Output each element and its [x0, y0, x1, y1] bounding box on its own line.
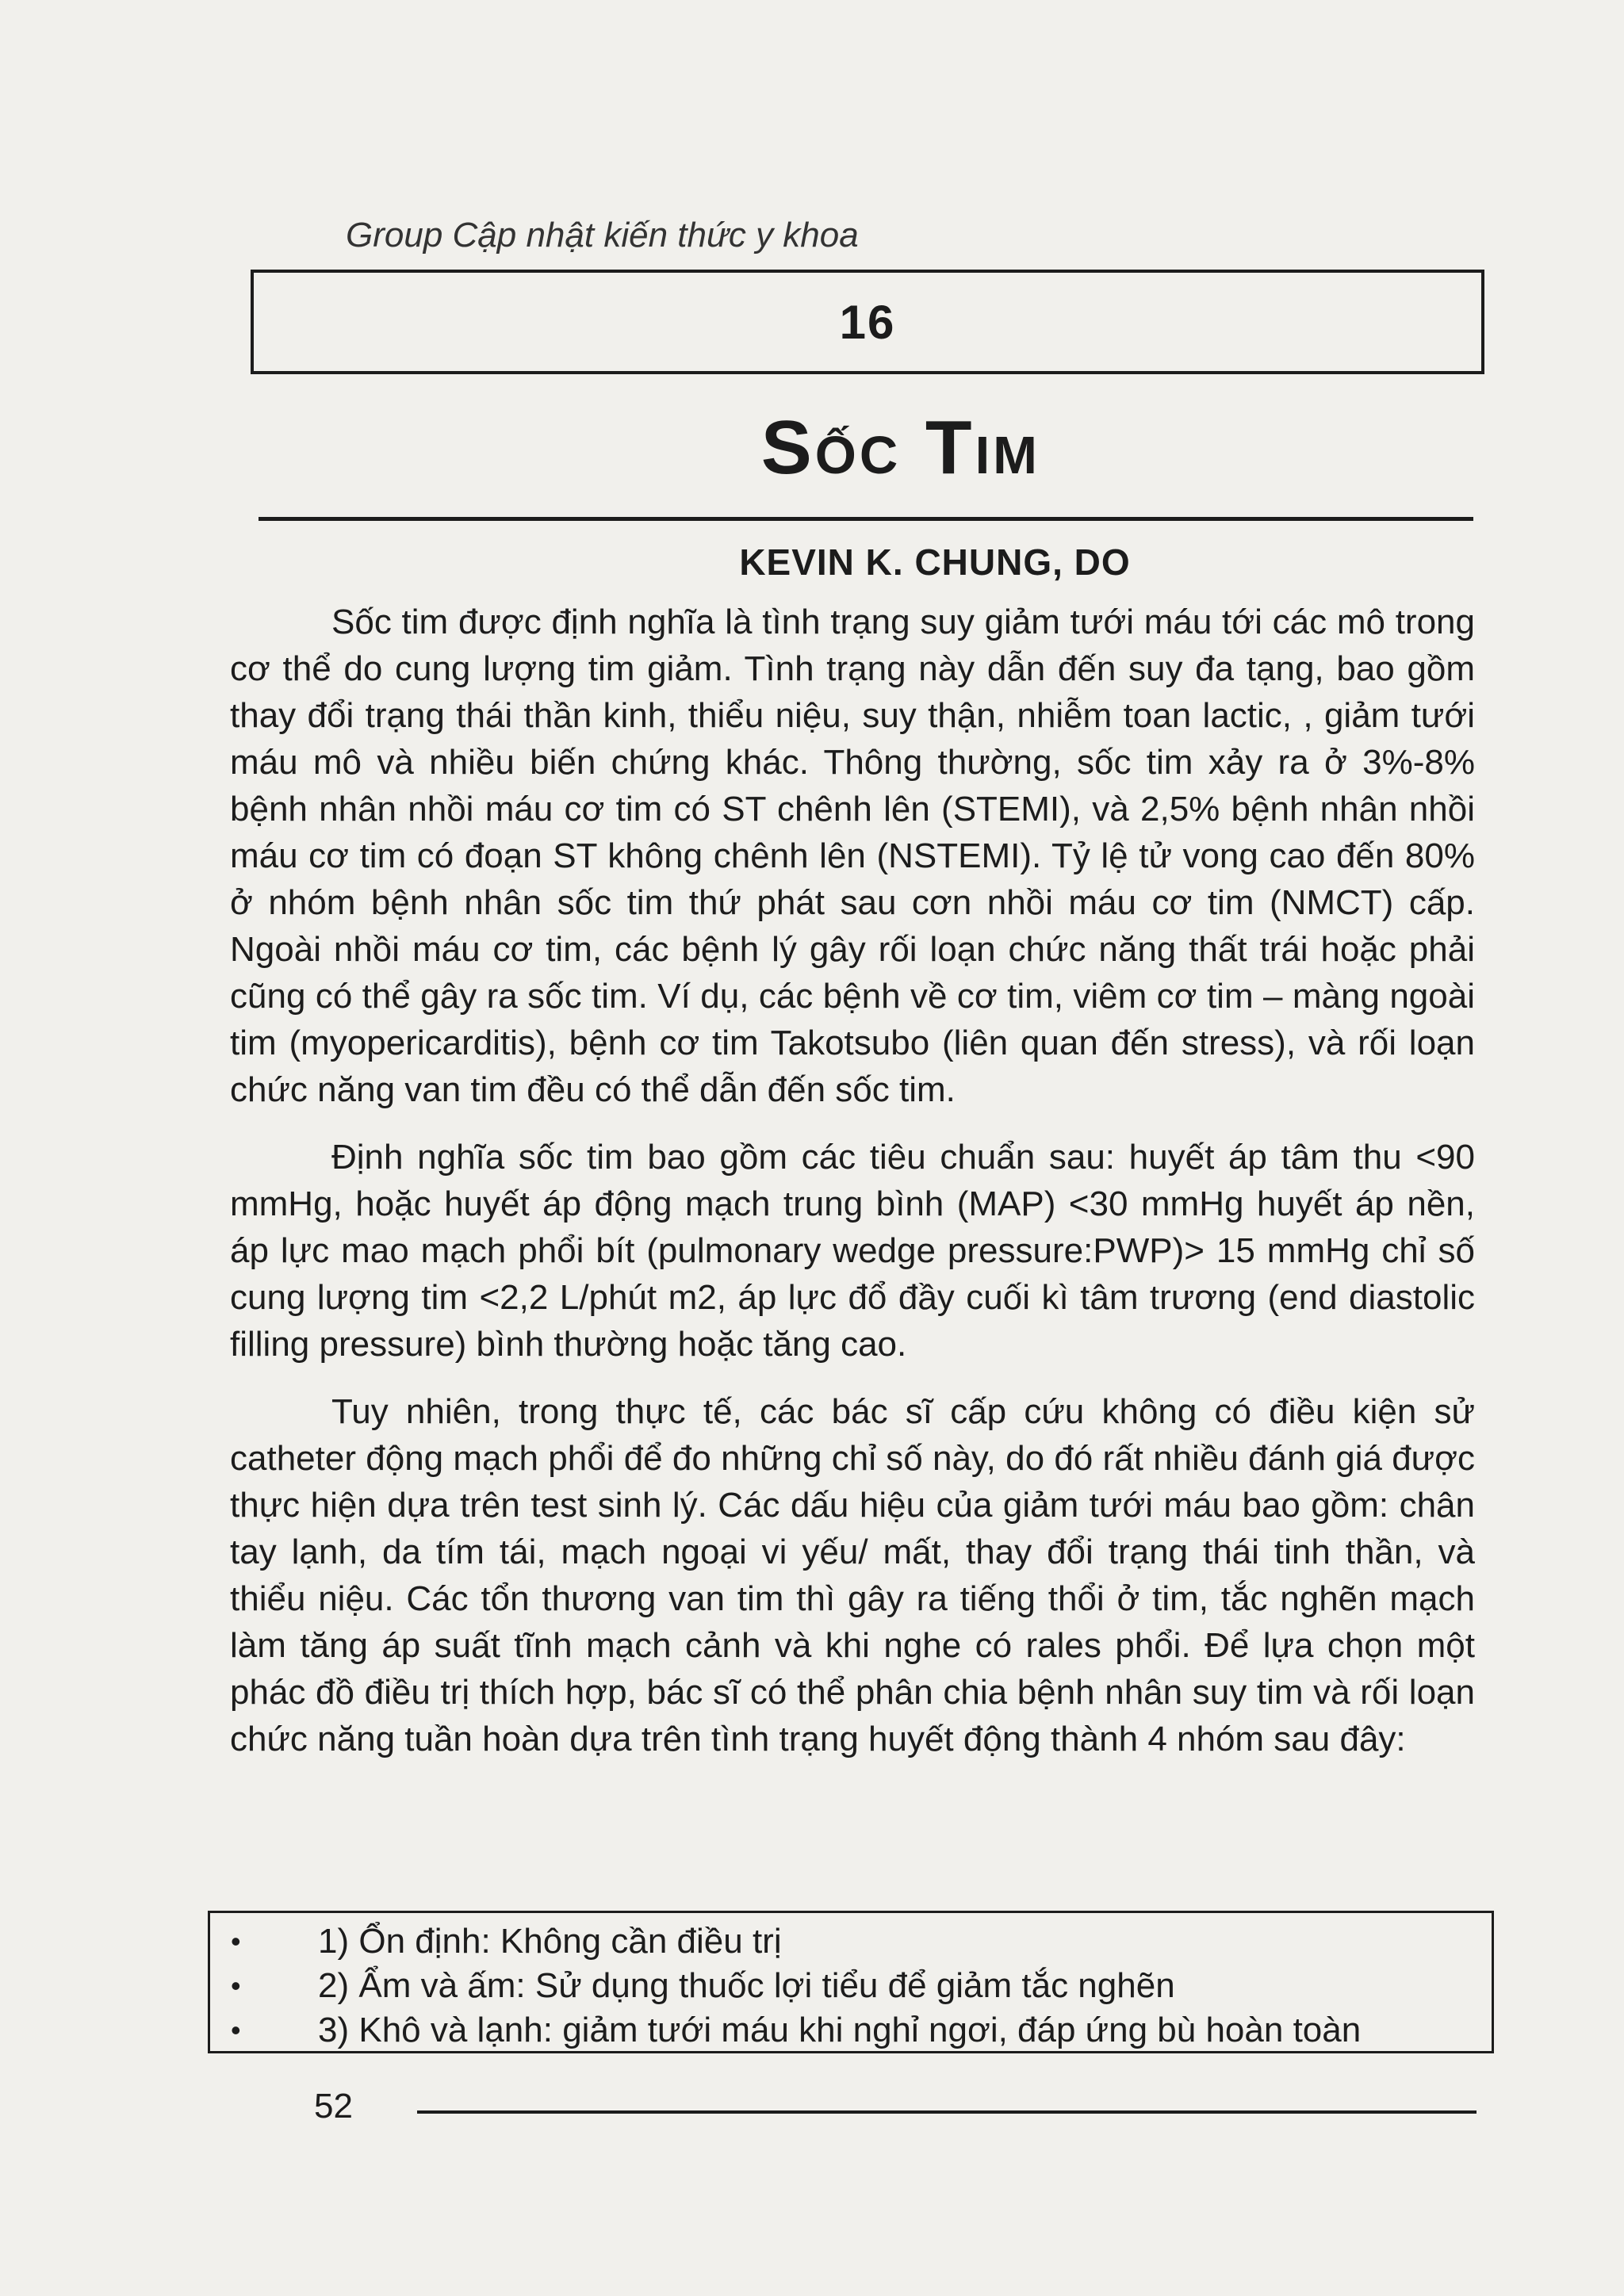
paragraph: Định nghĩa sốc tim bao gồm các tiêu chuẩn sau: huyết áp tâm thu <90 mmHg, hoặc huyết áp động mạch trung bình (MAP) <30 mmHg huyết áp nền, áp lực mao mạch phổi bít (pulmonary wedge pressure:PWP)> 15 mmHg chỉ số cung lượng tim <2,2 L/phút m2, áp lực đổ đầy cuối kì tâm trương (end diastolic filling pressure) bình thường hoặc tăng cao.	[230, 1138, 1475, 1364]
list-item	[231, 1919, 1492, 1964]
list-item	[231, 1964, 1492, 2008]
list-item-text: 1) Ổn định: Không cần điều trị	[318, 1922, 782, 1961]
list-item-text: 2) Ẩm và ấm: Sử dụng thuốc lợi tiểu để giảm tắc nghẽn	[318, 1966, 1175, 2005]
chapter-number-box	[251, 270, 1484, 374]
chapter-title: Sốc Tim	[760, 405, 1040, 490]
body-text	[230, 599, 1475, 1783]
author-line: KEVIN K. CHUNG, DO	[739, 541, 1131, 583]
footer-rule	[417, 2110, 1477, 2114]
page-number: 52	[314, 2087, 353, 2126]
bullet-icon: •	[231, 1969, 241, 2002]
title-rule	[259, 517, 1473, 521]
running-header: Group Cập nhật kiến thức y khoa	[346, 216, 859, 254]
list-item	[231, 2008, 1492, 2053]
list-item-text: 3) Khô và lạnh: giảm tưới máu khi nghỉ ngơi, đáp ứng bù hoàn toàn	[318, 2011, 1362, 2049]
bullet-icon: •	[231, 2014, 241, 2046]
paragraph: Tuy nhiên, trong thực tế, các bác sĩ cấp cứu không có điều kiện sử catheter động mạch phổi để đo những chỉ số này, do đó rất nhiều đánh giá được thực hiện dựa trên test sinh lý. Các dấu hiệu của giảm tưới máu bao gồm: chân tay lạnh, da tím tái, mạch ngoại vi yếu/ mất, thay đổi trạng thái tinh thần, và thiểu niệu. Các tổn thương van tim thì gây ra tiếng thổi ở tim, tắc nghẽn mạch làm tăng áp suất tĩnh mạch cảnh và khi nghe có rales phổi. Để lựa chọn một phác đồ điều trị thích hợp, bác sĩ có thể phân chia bệnh nhân suy tim và rối loạn chức năng tuần hoàn dựa trên tình trạng huyết động thành 4 nhóm sau đây:	[230, 1392, 1475, 1758]
bullet-icon: •	[231, 1925, 241, 1957]
classification-list-box	[208, 1911, 1494, 2053]
chapter-number: 16	[839, 295, 896, 349]
paragraph: Sốc tim được định nghĩa là tình trạng suy giảm tưới máu tới các mô trong cơ thể do cung lượng tim giảm. Tình trạng này dẫn đến suy đa tạng, bao gồm thay đổi trạng thái thần kinh, thiểu niệu, suy thận, nhiễm toan lactic, , giảm tưới máu mô và nhiều biến chứng khác. Thông thường, sốc tim xảy ra ở 3%-8% bệnh nhân nhồi máu cơ tim có ST chênh lên (STEMI), và 2,5% bệnh nhân nhồi máu cơ tim có đoạn ST không chênh lên (NSTEMI). Tỷ lệ tử vong cao đến 80% ở nhóm bệnh nhân sốc tim thứ phát sau cơn nhồi máu cơ tim (NMCT) cấp. Ngoài nhồi máu cơ tim, các bệnh lý gây rối loạn chức năng thất trái hoặc phải cũng có thể gây ra sốc tim. Ví dụ, các bệnh về cơ tim, viêm cơ tim – màng ngoài tim (myopericarditis), bệnh cơ tim Takotsubo (liên quan đến stress), và rối loạn chức năng van tim đều có thể dẫn đến sốc tim.	[230, 603, 1475, 1109]
